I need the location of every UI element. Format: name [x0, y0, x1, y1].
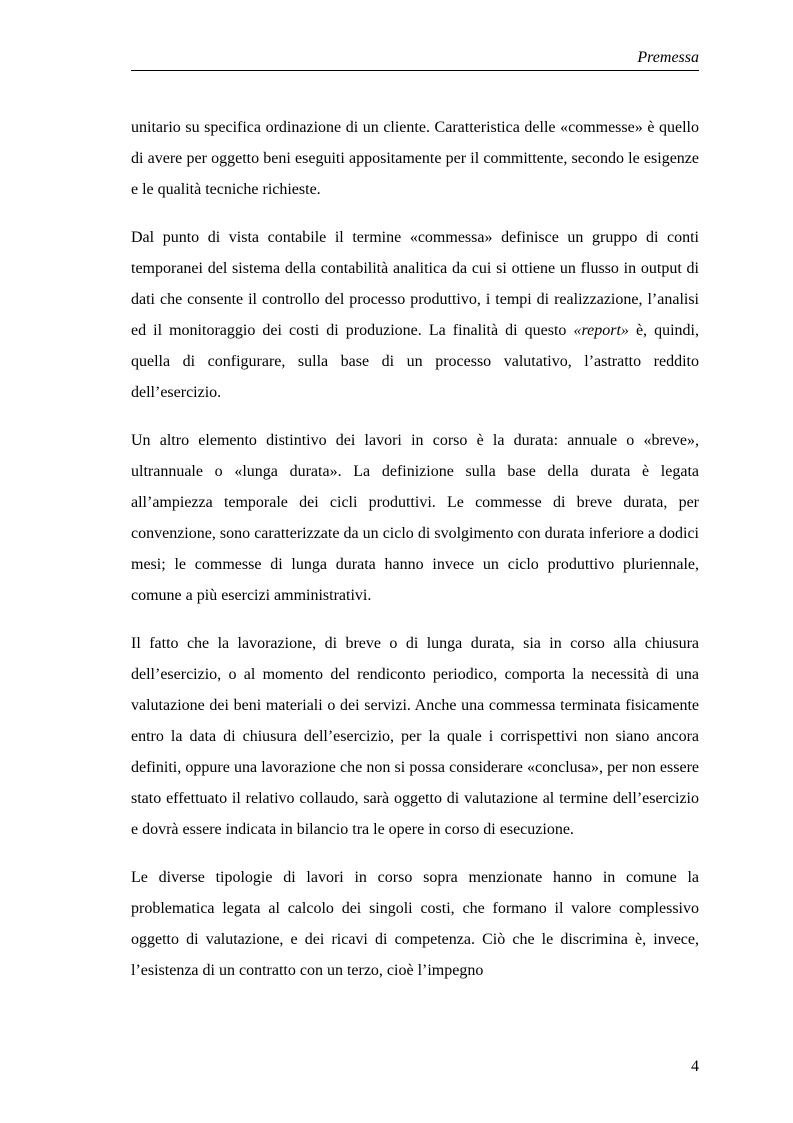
- paragraph-5-text: Le diverse tipologie di lavori in corso sopra menzionate hanno in comune la problematica legata al calcolo dei singoli costi, che formano il valore complessivo oggetto di valutazione, e dei ricavi di competenza. Ciò che le discrimina è, invece, l’esistenza di un contratto con un terzo, cioè l’impegno: [131, 869, 699, 979]
- paragraph-1: [131, 112, 699, 205]
- paragraph-3: [131, 425, 699, 611]
- paragraph-5: [131, 862, 699, 986]
- paragraph-4: [131, 628, 699, 845]
- paragraph-2: [131, 222, 699, 408]
- paragraph-1-text: unitario su specifica ordinazione di un cliente. Caratteristica delle «commesse» è quello di avere per oggetto beni eseguiti appositamente per il committente, secondo le esigenze e le qualità tecniche richieste.: [131, 119, 699, 198]
- report-term: «report»: [573, 322, 629, 339]
- body-text: [131, 112, 699, 1003]
- page-header: [131, 48, 699, 71]
- paragraph-2-text: Dal punto di vista contabile il termine «commessa» definisce un gruppo di conti temporanei del sistema della contabilità analitica da cui si ottiene un flusso in output di dati che consente il controllo del processo produttivo, i tempi di realizzazione, l’analisi ed il monitoraggio dei costi di produzione. La finalità di questo: [131, 229, 699, 339]
- paragraph-4-text: Il fatto che la lavorazione, di breve o di lunga durata, sia in corso alla chiusura dell’esercizio, o al momento del rendiconto periodico, comporta la necessità di una valutazione dei beni materiali o dei servizi. Anche una commessa terminata fisicamente entro la data di chiusura dell’esercizio, per la quale i corrispettivi non siano ancora definiti, oppure una lavorazione che non si possa considerare «conclusa», per non essere stato effettuato il relativo collaudo, sarà oggetto di valutazione al termine dell’esercizio e dovrà essere indicata in bilancio tra le opere in corso di esecuzione.: [131, 635, 699, 838]
- paragraph-2-text-cont: è, quindi, quella di configurare, sulla base di un processo valutativo, l’astratto reddito dell’esercizio.: [131, 322, 700, 401]
- running-title: Premessa: [637, 49, 699, 66]
- page-number: 4: [691, 1058, 699, 1075]
- paragraph-3-text: Un altro elemento distintivo dei lavori in corso è la durata: annuale o «breve», ultrannuale o «lunga durata». La definizione sulla base della durata è legata all’ampiezza temporale dei cicli produttivi. Le commesse di breve durata, per convenzione, sono caratterizzate da un ciclo di svolgimento con durata inferiore a dodici mesi; le commesse di lunga durata hanno invece un ciclo produttivo pluriennale, comune a più esercizi amministrativi.: [131, 432, 699, 604]
